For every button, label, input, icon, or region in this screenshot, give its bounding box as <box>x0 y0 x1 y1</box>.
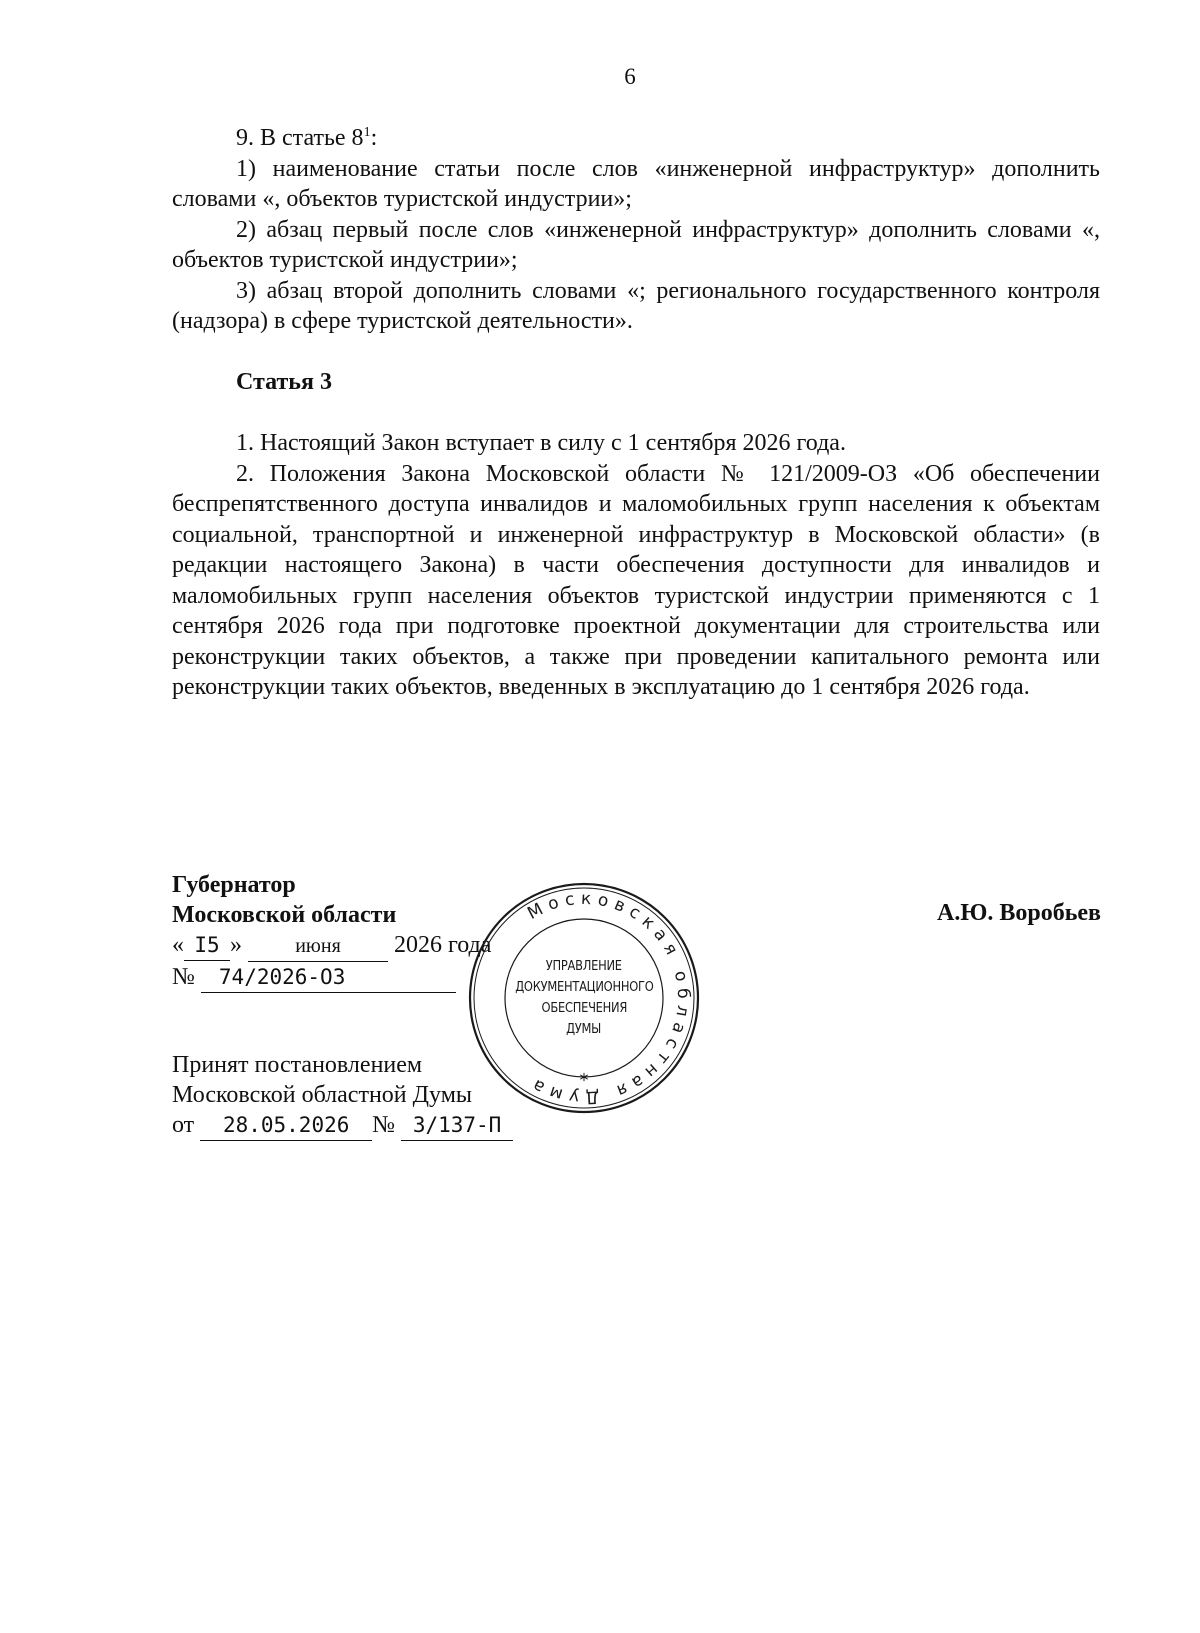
section-9-item-2: 2) абзац первый после слов «инженерной инфраструктур» дополнить словами «, объектов туристской индустрии»; <box>172 216 1100 273</box>
adoption-block <box>172 1050 513 1141</box>
signing-year: 2026 года <box>394 932 492 958</box>
stamp-line-3: ОБЕСПЕЧЕНИЯ <box>541 1000 627 1016</box>
governor-title-line-1: Губернатор <box>172 872 296 898</box>
adoption-date: 28.05.2026 <box>200 1110 372 1141</box>
stamp-line-2: ДОКУМЕНТАЦИОННОГО <box>514 979 654 995</box>
adoption-from-label: от <box>172 1112 195 1138</box>
section-9-intro-text: 9. В статье 8 <box>236 125 364 151</box>
adoption-line-2: Московской областной Думы <box>172 1082 472 1108</box>
stamp-line-4: ДУМЫ <box>566 1021 602 1037</box>
stamp-star: * <box>579 1070 589 1091</box>
section-9-intro <box>172 118 1100 154</box>
stamp-ring-text: Московская областная Дума <box>524 888 694 1108</box>
section-9-colon: : <box>370 125 378 151</box>
section-9-superscript: 1 <box>363 125 371 140</box>
adoption-date-row <box>172 1110 513 1141</box>
governor-name: А.Ю. Воробьев <box>936 900 1101 926</box>
stamp-line-1: УПРАВЛЕНИЕ <box>545 958 623 974</box>
page-number: 6 <box>624 64 636 89</box>
article-3-heading: Статья 3 <box>236 368 332 395</box>
date-quote-close: » <box>230 932 242 958</box>
adoption-number: 3/137-П <box>401 1110 513 1141</box>
signing-day: I5 <box>184 930 230 961</box>
section-9-item-1: 1) наименование статьи после слов «инженерной инфраструктур» дополнить словами «, объектов туристской индустрии»; <box>172 155 1100 212</box>
law-number-label: № <box>172 964 195 990</box>
law-number: 74/2026-ОЗ <box>201 962 456 993</box>
date-quote-open: « <box>172 932 184 958</box>
governor-title-line-2: Московской области <box>172 902 397 928</box>
adoption-number-label: № <box>372 1112 396 1138</box>
article-3-paragraph-1: 1. Настоящий Закон вступает в силу с 1 сентября 2026 года. <box>236 430 846 456</box>
signing-month: июня <box>248 931 388 962</box>
document-body <box>172 118 1100 703</box>
section-9-item-3: 3) абзац второй дополнить словами «; регионального государственного контроля (надзора) в сфере туристской деятельности». <box>172 277 1100 334</box>
article-3-paragraph-2: 2. Положения Закона Московской области № 121/2009-ОЗ «Об обеспечении беспрепятственного доступа инвалидов и маломобильных групп населения к объектам социальной, транспортной и инженерной инфраструктур в Московской области» (в редакции настоящего Закона) в части обеспечения доступности для инвалидов и маломобильных групп населения объектов туристской индустрии применяются с 1 сентября 2026 года при подготовке проектной документации для строительства или реконструкции таких объектов, а также при проведении капитального ремонта или реконструкции таких объектов, введенных в эксплуатацию до 1 сентября 2026 года. <box>172 460 1100 700</box>
adoption-line-1: Принят постановлением <box>172 1052 423 1078</box>
